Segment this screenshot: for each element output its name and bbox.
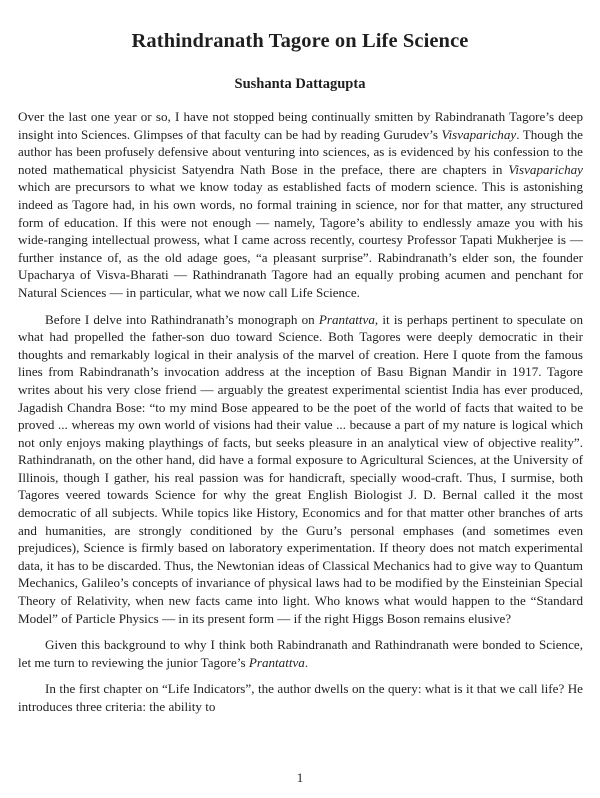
- article-body: [18, 108, 583, 725]
- paragraph-2-text-a: Before I delve into Rathindranath’s monograph on: [45, 311, 319, 327]
- author-name: Sushanta Dattagupta: [234, 76, 366, 92]
- book-title-prantattva: Prantattva: [318, 311, 375, 327]
- paragraph-3-text-c: .: [304, 654, 309, 670]
- paragraph-4: In the first chapter on “Life Indicators”, the author dwells on the query: what is it that we call life? He introduces three criteria: the ability to: [18, 681, 583, 714]
- book-title-visvaparichay: Visvaparichay: [441, 126, 517, 142]
- paragraph-1-text-c: . Though the author has been profusely defensive about venturing into sciences, as is evidenced by his confession to the noted mathematical physicist Satyendra Nath Bose in the preface, there are chapters in: [18, 126, 583, 177]
- paragraph-1: [18, 108, 583, 302]
- article-title: Rathindranath Tagore on Life Science: [131, 30, 469, 52]
- page-number: 1: [296, 770, 304, 785]
- paragraph-1-text-a: Over the last one year or so, I have not stopped being continually smitten by Rabindranath Tagore’s deep insight into Sciences. Glimpses of that faculty can be had by reading Gurudev’s: [18, 109, 583, 142]
- paragraph-2: [18, 311, 583, 628]
- paragraph-3-text-a: Given this background to why I think both Rabindranath and Rathindranath were bonded to Science, let me turn to reviewing the junior Tagore’s: [18, 637, 583, 670]
- paragraph-2-text-c: , it is perhaps pertinent to speculate on what had propelled the father-son duo toward Science. Both Tagores were deeply democratic in their thoughts and remarkably logical in their analysis of the marvel of creation. Here I quote from the famous lines from Rabindranath’s invocation address at the inception of Basu Bignan Mandir in 1917. Tagore writes about his very close friend — arguably the greatest experimental scientist India has ever produced, Jagadish Chandra Bose: “to my mind Bose appeared to be the poet of the world of facts that waited to be proved ... whereas my own world of visions had their value ... because a part of my nature is logical which not only enjoys making playthings of facts, but seeks pleasure in an analytical view of objective reality”. Rathindranath, on the other hand, did have a formal exposure to Agricultural Sciences, at the University of Illinois, though I gather, his real passion was for handicraft, specially wood-craft. Thus, I surmise, both Tagores veered towards Science for why the great English Biologist J. D. Bernal called it the most democratic of all subjects. While topics like History, Economics and for that matter other branches of arts and humanities, are strongly conditioned by the Guru’s personal emphases (and sometimes even prejudices), Science is firmly based on laboratory experimentation. If theory does not match experimental data, it has to be discarded. Thus, the Newtonian ideas of Classical Mechanics had to give way to Quantum Mechanics, Galileo’s concepts of invariance of physical laws had to be modified by the Einsteinian Special Theory of Relativity, when new facts came into light. Who knows what would happen to the “Standard Model” of Particle Physics — in its present form — if the right Higgs Boson remains elusive?: [18, 311, 583, 626]
- paragraph-3: [18, 636, 583, 671]
- paragraph-1-text-e: which are precursors to what we know today as established facts of modern science. This is astonishing indeed as Tagore had, in his own words, no formal training in science, nor for that matter, any structured form of education. If this were not enough — namely, Tagore’s ability to endlessly amaze you with his wide-ranging intellectual prowess, what I came across recently, courtesy Professor Tapati Mukherjee is — further instance of, as the old adage goes, “a pleasant surprise”. Rabindranath’s elder son, the founder Upacharya of Visva-Bharati — Rathindranath Tagore had an equally probing acumen and penchant for Natural Sciences — in particular, what we now call Life Science.: [18, 179, 583, 300]
- book-title-prantattva-2: Prantattva: [248, 654, 305, 670]
- book-title-visvaparichay-2: Visvaparichay: [508, 161, 583, 177]
